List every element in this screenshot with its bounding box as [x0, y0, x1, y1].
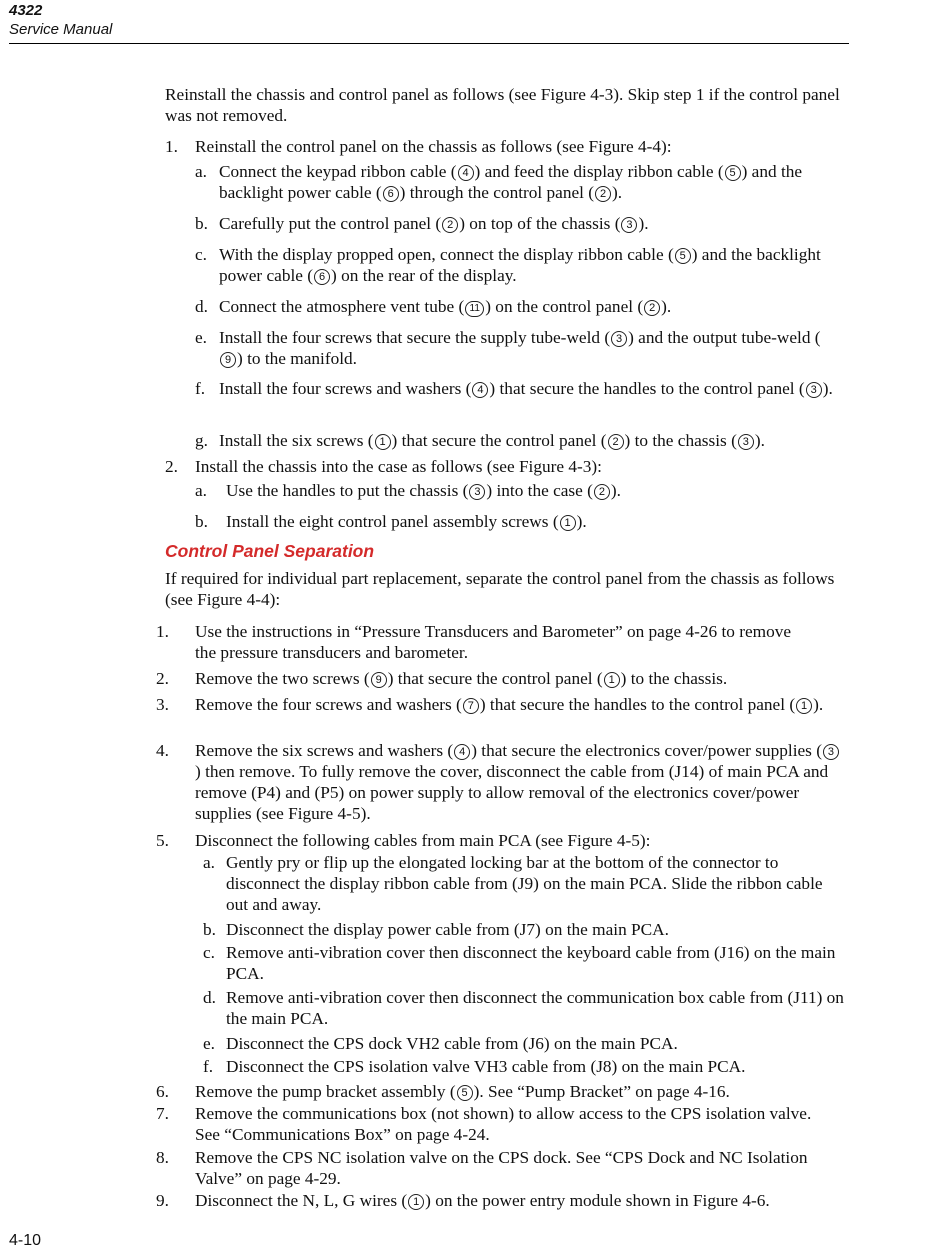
text-run: ). See “Pump Bracket” on page 4-16.: [473, 1082, 730, 1101]
substep-text: [219, 244, 833, 286]
step-number: 3.: [156, 695, 169, 714]
step-text: [195, 668, 845, 689]
header-rule: [9, 43, 849, 44]
text-run: Remove the communications box (not shown) to allow access to the CPS isolation valve. See “Communications Box” on page 4-24.: [195, 1104, 812, 1144]
text-run: Connect the keypad ribbon cable (: [219, 162, 457, 181]
step-number: 1.: [156, 622, 169, 641]
callout-number: 3: [611, 331, 627, 347]
callout-number: 3: [806, 382, 822, 398]
callout-number: 6: [383, 186, 399, 202]
callout-number: 9: [220, 352, 236, 368]
text-run: Use the handles to put the chassis (: [226, 481, 469, 500]
substep-letter: c.: [203, 943, 215, 962]
callout-number: 4: [458, 165, 474, 181]
callout-number: 5: [457, 1085, 473, 1101]
substep-text: [219, 430, 844, 451]
substep-letter: c.: [195, 245, 207, 264]
text-run: ) and feed the display ribbon cable (: [474, 162, 724, 181]
substep-text: Disconnect the display power cable from (J7) on the main PCA.: [226, 920, 669, 939]
text-run: Use the instructions in “Pressure Transducers and Barometer” on page 4-26 to remove the pressure transducers and barometer.: [195, 622, 792, 662]
step-text: Reinstall the control panel on the chassis as follows (see Figure 4-4):: [195, 137, 672, 156]
substep-letter: f.: [203, 1057, 214, 1076]
callout-number: 2: [595, 186, 611, 202]
text-run: ) that secure the control panel (: [387, 669, 603, 688]
substep-letter: a.: [203, 853, 215, 872]
callout-number: 11: [465, 301, 484, 317]
text-run: ) on the power entry module shown in Figure 4-6.: [425, 1191, 770, 1210]
text-run: ).: [822, 379, 833, 398]
substep-text: [226, 511, 836, 532]
substep-letter: a.: [195, 481, 207, 500]
text-run: ) that secure the control panel (: [391, 431, 607, 450]
substep-letter: f.: [195, 379, 206, 398]
substep-letter: g.: [195, 431, 208, 450]
callout-number: 9: [371, 672, 387, 688]
callout-number: 5: [725, 165, 741, 181]
text-run: ) through the control panel (: [399, 183, 595, 202]
substep-text: [219, 161, 833, 203]
step-number: 9.: [156, 1191, 169, 1210]
text-run: Install the eight control panel assembly screws (: [226, 512, 559, 531]
running-header: [9, 1, 112, 39]
text-run: ) and the output tube-weld (: [628, 328, 821, 347]
text-run: ).: [661, 297, 672, 316]
text-run: ) on top of the chassis (: [459, 214, 621, 233]
text-run: Install the four screws and washers (: [219, 379, 472, 398]
text-run: ) that secure the handles to the control panel (: [489, 379, 805, 398]
text-run: Disconnect the following cables from main PCA (see Figure 4-5):: [195, 831, 651, 850]
substep-text: [219, 213, 833, 234]
substep-letter: b.: [195, 512, 208, 531]
callout-number: 4: [472, 382, 488, 398]
manual-title: Service Manual: [9, 21, 113, 38]
callout-number: 3: [823, 744, 839, 760]
text-run: Remove the CPS NC isolation valve on the CPS dock. See “CPS Dock and NC Isolation Valve” on page 4-29.: [195, 1148, 808, 1188]
callout-number: 2: [608, 434, 624, 450]
text-run: ) that secure the electronics cover/power supplies (: [471, 741, 822, 760]
text-run: Remove the six screws and washers (: [195, 741, 454, 760]
text-run: ).: [813, 695, 824, 714]
step-number: 6.: [156, 1082, 169, 1101]
text-run: With the display propped open, connect the display ribbon cable (: [219, 245, 674, 264]
text-run: ).: [638, 214, 649, 233]
step-text: [195, 1081, 845, 1102]
text-run: Remove the pump bracket assembly (: [195, 1082, 456, 1101]
text-run: Disconnect the N, L, G wires (: [195, 1191, 408, 1210]
section-heading: Control Panel Separation: [165, 541, 375, 561]
text-run: ) on the rear of the display.: [331, 266, 517, 285]
text-run: ) to the chassis.: [620, 669, 728, 688]
callout-number: 1: [560, 515, 576, 531]
text-run: ).: [610, 481, 621, 500]
callout-number: 2: [594, 484, 610, 500]
text-run: ).: [754, 431, 765, 450]
step-number: 2.: [165, 457, 178, 476]
reinstall-intro: Reinstall the chassis and control panel as follows (see Figure 4-3). Skip step 1 if the control panel was not removed.: [165, 85, 840, 125]
substep-text: [219, 296, 833, 317]
substep-text: [219, 378, 833, 399]
step-text: [195, 1103, 840, 1145]
step-text: [195, 694, 850, 715]
callout-number: 4: [454, 744, 470, 760]
text-run: ).: [576, 512, 587, 531]
step-number: 1.: [165, 137, 178, 156]
substep-text: Disconnect the CPS dock VH2 cable from (J6) on the main PCA.: [226, 1034, 678, 1053]
step-text: [195, 1190, 845, 1211]
text-run: Install the six screws (: [219, 431, 374, 450]
text-run: ) on the control panel (: [485, 297, 644, 316]
substep-letter: d.: [203, 988, 216, 1007]
substep-letter: b.: [203, 920, 216, 939]
callout-number: 1: [796, 698, 812, 714]
step-text: [195, 740, 840, 824]
step-number: 4.: [156, 741, 169, 760]
callout-number: 3: [738, 434, 754, 450]
callout-number: 1: [375, 434, 391, 450]
step-number: 8.: [156, 1148, 169, 1167]
callout-number: 5: [675, 248, 691, 264]
text-run: Remove the four screws and washers (: [195, 695, 462, 714]
substep-text: Remove anti-vibration cover then disconnect the communication box cable from (J11) on the main PCA.: [226, 988, 844, 1028]
substep-letter: a.: [195, 162, 207, 181]
text-run: ) and the backlight power cable (: [219, 245, 821, 285]
text-run: ) to the chassis (: [624, 431, 737, 450]
separation-intro: If required for individual part replacement, separate the control panel from the chassis as follows (see Figure 4-4):: [165, 569, 835, 609]
substep-letter: e.: [203, 1034, 215, 1053]
text-run: Remove the two screws (: [195, 669, 370, 688]
callout-number: 3: [469, 484, 485, 500]
text-run: ) into the case (: [486, 481, 593, 500]
step-text: [195, 1147, 815, 1189]
step-number: 5.: [156, 831, 169, 850]
callout-number: 1: [408, 1194, 424, 1210]
text-run: Install the four screws that secure the supply tube-weld (: [219, 328, 611, 347]
text-run: ) that secure the handles to the control panel (: [479, 695, 796, 714]
text-run: Connect the atmosphere vent tube (: [219, 297, 465, 316]
text-run: ).: [612, 183, 623, 202]
callout-number: 2: [442, 217, 458, 233]
callout-number: 7: [463, 698, 479, 714]
substep-text: Gently pry or flip up the elongated locking bar at the bottom of the connector to disconnect the display ribbon cable from (J9) on the main PCA. Slide the ribbon cable out and away.: [226, 853, 823, 914]
step-number: 7.: [156, 1104, 169, 1123]
text-run: ) then remove. To fully remove the cover, disconnect the cable from (J14) of main PCA and remove (P4) and (P5) on power supply to allow removal of the electronics cover/power supplies (see Figure 4-5).: [195, 762, 829, 823]
text-run: ) and the backlight power cable (: [219, 162, 803, 202]
text-run: ) to the manifold.: [237, 349, 357, 368]
substep-text: [226, 480, 836, 501]
substep-letter: d.: [195, 297, 208, 316]
substep-letter: b.: [195, 214, 208, 233]
callout-number: 2: [644, 300, 660, 316]
model-number: 4322: [9, 2, 43, 19]
callout-number: 3: [621, 217, 637, 233]
substep-text: [219, 327, 833, 369]
step-text: [195, 830, 845, 851]
callout-number: 1: [604, 672, 620, 688]
substep-text: Disconnect the CPS isolation valve VH3 cable from (J8) on the main PCA.: [226, 1057, 746, 1076]
text-run: Carefully put the control panel (: [219, 214, 442, 233]
callout-number: 6: [314, 269, 330, 285]
step-text: Install the chassis into the case as follows (see Figure 4-3):: [195, 457, 602, 476]
step-text: [195, 621, 805, 663]
substep-letter: e.: [195, 328, 207, 347]
page-number: 4-10: [9, 1232, 42, 1249]
step-number: 2.: [156, 669, 169, 688]
substep-text: Remove anti-vibration cover then disconnect the keyboard cable from (J16) on the main PCA.: [226, 943, 836, 983]
